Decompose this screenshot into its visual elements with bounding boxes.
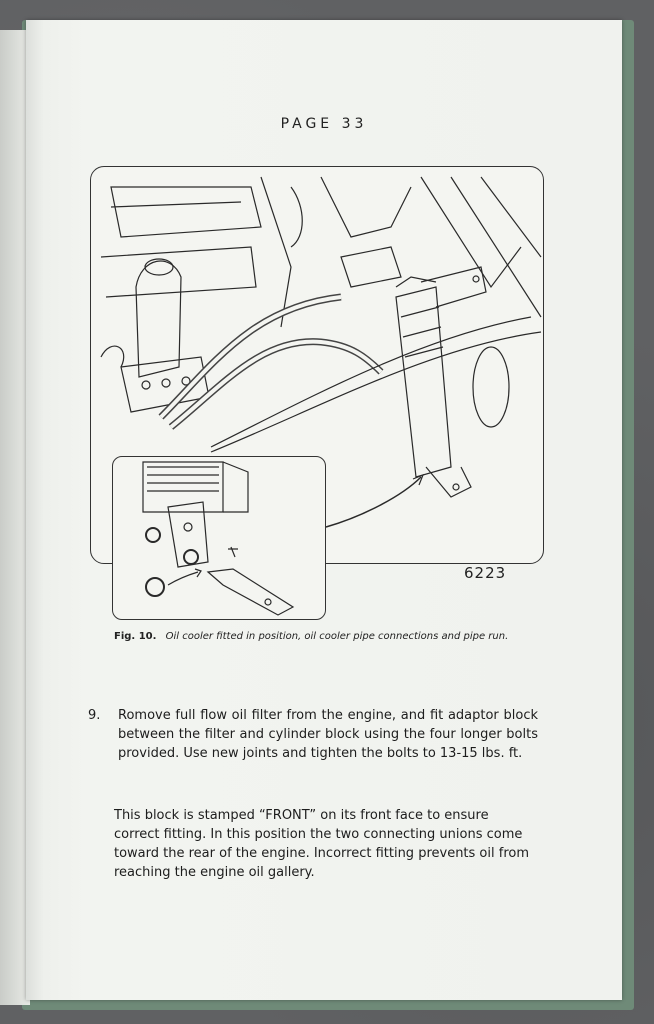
step-text: Romove full flow oil filter from the engine, and fit adaptor block between the filter and cylinder block using the four longer bolts provided. Use new joints and tighten the bolts to 13-15 lbs. ft.	[118, 708, 538, 761]
page-header: PAGE 33	[280, 116, 368, 132]
inset-drawing	[113, 457, 325, 619]
step-number: 9.	[88, 708, 101, 723]
manual-page	[26, 20, 622, 1000]
inset-detail-illustration	[112, 456, 326, 620]
caption-label: Fig. 10.	[114, 631, 157, 642]
figure-number: 6223	[464, 564, 507, 582]
step-note: This block is stamped “FRONT” on its front face to ensure correct fitting. In this position the two connecting unions come toward the rear of the engine. Incorrect fitting prevents oil from reaching the engine oil gallery.	[114, 808, 529, 880]
caption-text: Oil cooler fitted in position, oil cooler pipe connections and pipe run.	[165, 631, 509, 642]
figure-caption	[114, 631, 594, 642]
